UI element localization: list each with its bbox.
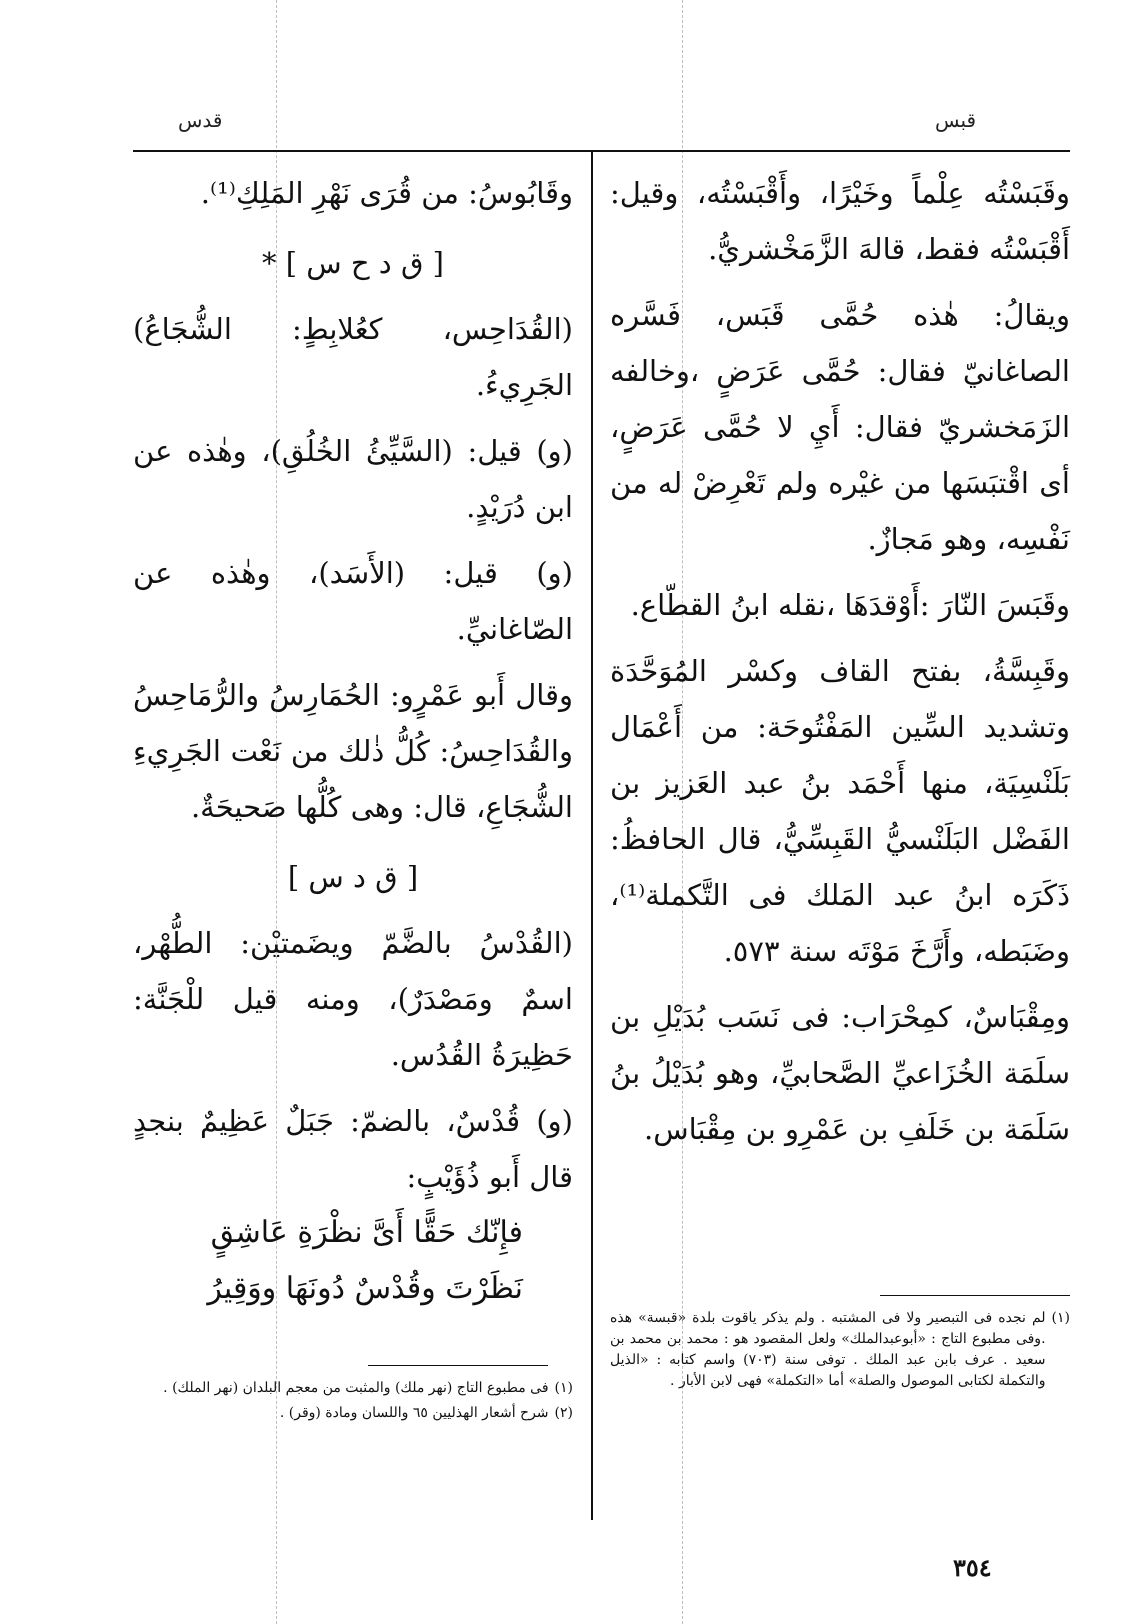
paragraph: وقَبِسَّةُ، بفتح القاف وكسْر المُوَحَّدَة وتشديد السِّين المَفْتُوحَة: من أَعْمَال بَلَنْسِيَة، منها أَحْمَد بنُ عبد العَزيز بن الفَضْل البَلَنْسيُّ القَبِسِّيُّ، قال الحافظُ: ذَكَرَه ابنُ عبد المَلك فى التَّكملة⁽¹⁾، وضَبَطه، وأَرَّخَ مَوْتَه سنة ٥٧٣.	[610, 654, 1070, 968]
right-footnotes-block	[610, 1295, 1070, 1396]
footnote-rule	[368, 1365, 548, 1366]
footnote-number: (١)	[1051, 1310, 1070, 1326]
footnote-text: فى مطبوع التاج (نهر ملك) والمثبت من معجم البلدان (نهر الملك) .	[163, 1380, 549, 1396]
entry-heading: [ ق د س ]	[287, 860, 419, 894]
paragraph: (و) قيل: (السَّيِّئُ الخُلُقِ)، وهٰذه عن ابن دُرَيْدٍ.	[133, 434, 573, 524]
paragraph: (و) قيل: (الأَسَد)، وهٰذه عن الصّاغانيِّ.	[133, 556, 573, 646]
verse-line: نَظَرْتَ وقُدْسٌ دُونَهَا ووَقِيرُ	[207, 1271, 523, 1306]
paragraph: وقَبَسْتُه عِلْماً وخَيْرًا، وأَقْبَسْتُه، وقيل: أَقْبَسْتُه فقط، قالهَ الزَّمَخْشريُّ.	[610, 176, 1070, 266]
paragraph: وقال أَبو عَمْرٍو: الحُمَارِسُ والرُّمَاحِسُ والقُدَاحِسُ: كُلُّ ذٰلك من نَعْت الجَرِيءِ الشُّجَاعِ، قال: وهى كُلُّها صَحيحَةٌ.	[133, 678, 573, 824]
running-head-left: قدس	[178, 108, 223, 132]
verse-line: فإِنّك حَقًّا أَىَّ نظْرَةِ عَاشِقٍ	[210, 1215, 523, 1250]
page-number: ٣٥٤	[953, 1553, 992, 1582]
left-footnotes-block	[133, 1365, 573, 1428]
footnote-rule	[880, 1295, 1070, 1296]
paragraph: وقَبَسَ النّارَ :أَوْقدَهَا ،نقله ابنُ القطّاع.	[630, 588, 1070, 622]
paragraph: (القُدَاحِس، كعُلابِطٍ: الشُّجَاعُ) الجَرِيءُ.	[133, 312, 573, 402]
footnotes	[610, 1308, 1070, 1392]
header-rule	[133, 150, 1070, 152]
running-head-right: قبس	[935, 108, 977, 132]
right-column	[610, 165, 1070, 1157]
left-column	[133, 165, 573, 1317]
footnote-text: شرح أشعار الهذليين ٦٥ واللسان ومادة (وقر) .	[279, 1405, 549, 1421]
footnote-number: (١)	[554, 1380, 573, 1396]
footnote	[133, 1403, 573, 1424]
footnote-text: لم نجده فى التبصير ولا فى المشتبه . ولم يذكر ياقوت بلدة «قبسة» هذه .وفى مطبوع التاج : «أبوعبدالملك» ولعل المقصود هو : محمد بن محمد بن سعيد . عرف بابن عبد الملك . توفى سنة (٧٠٣) واسم كتابه : «الذيل والتكملة لكتابى الموصول والصلة» أما «التكملة» فهى لابن الأبار .	[610, 1310, 1046, 1389]
footnotes	[133, 1378, 573, 1424]
paragraph: (القُدْسُ بالضَّمّ ويضَمتيْن: الطُّهْر، اسمٌ ومَصْدَرٌ)، ومنه قيل للْجَنَّة: حَظِيرَةُ القُدُس.	[133, 926, 573, 1072]
footnote	[610, 1308, 1070, 1392]
paragraph: ومِقْبَاسٌ، كمِحْرَاب: فى نَسَب بُدَيْلِ بن سلَمَة الخُزَاعيِّ الصَّحابيِّ، وهو بُدَيْلُ بنُ سَلَمَة بن خَلَفِ بن عَمْرِو بن مِقْبَاس.	[610, 1000, 1070, 1146]
paragraph: (و) قُدْسٌ، بالضمّ: جَبَلٌ عَظِيمٌ بنجدٍ قال أَبو ذُؤَيْبٍ:	[133, 1104, 573, 1194]
paragraph: وقَابُوسُ: من قُرَى نَهْرِ المَلِكِ⁽¹⁾.	[200, 176, 573, 210]
footnote-number: (٢)	[554, 1405, 573, 1421]
entry-heading: [ ق د ح س ] *	[262, 246, 444, 280]
column-divider	[591, 150, 593, 1520]
paragraph: ويقالُ: هٰذه حُمَّى قَبَس، فَسَّره الصاغانيّ فقال: حُمَّى عَرَضٍ ،وخالفه الزَمَخشريّ فقال: أَيِ لا حُمَّى عَرَضٍ، أى اقْتبَسَها من غيْره ولم تَعْرِضْ له من نَفْسِه، وهو مَجازٌ.	[610, 298, 1070, 556]
footnote	[133, 1378, 573, 1399]
